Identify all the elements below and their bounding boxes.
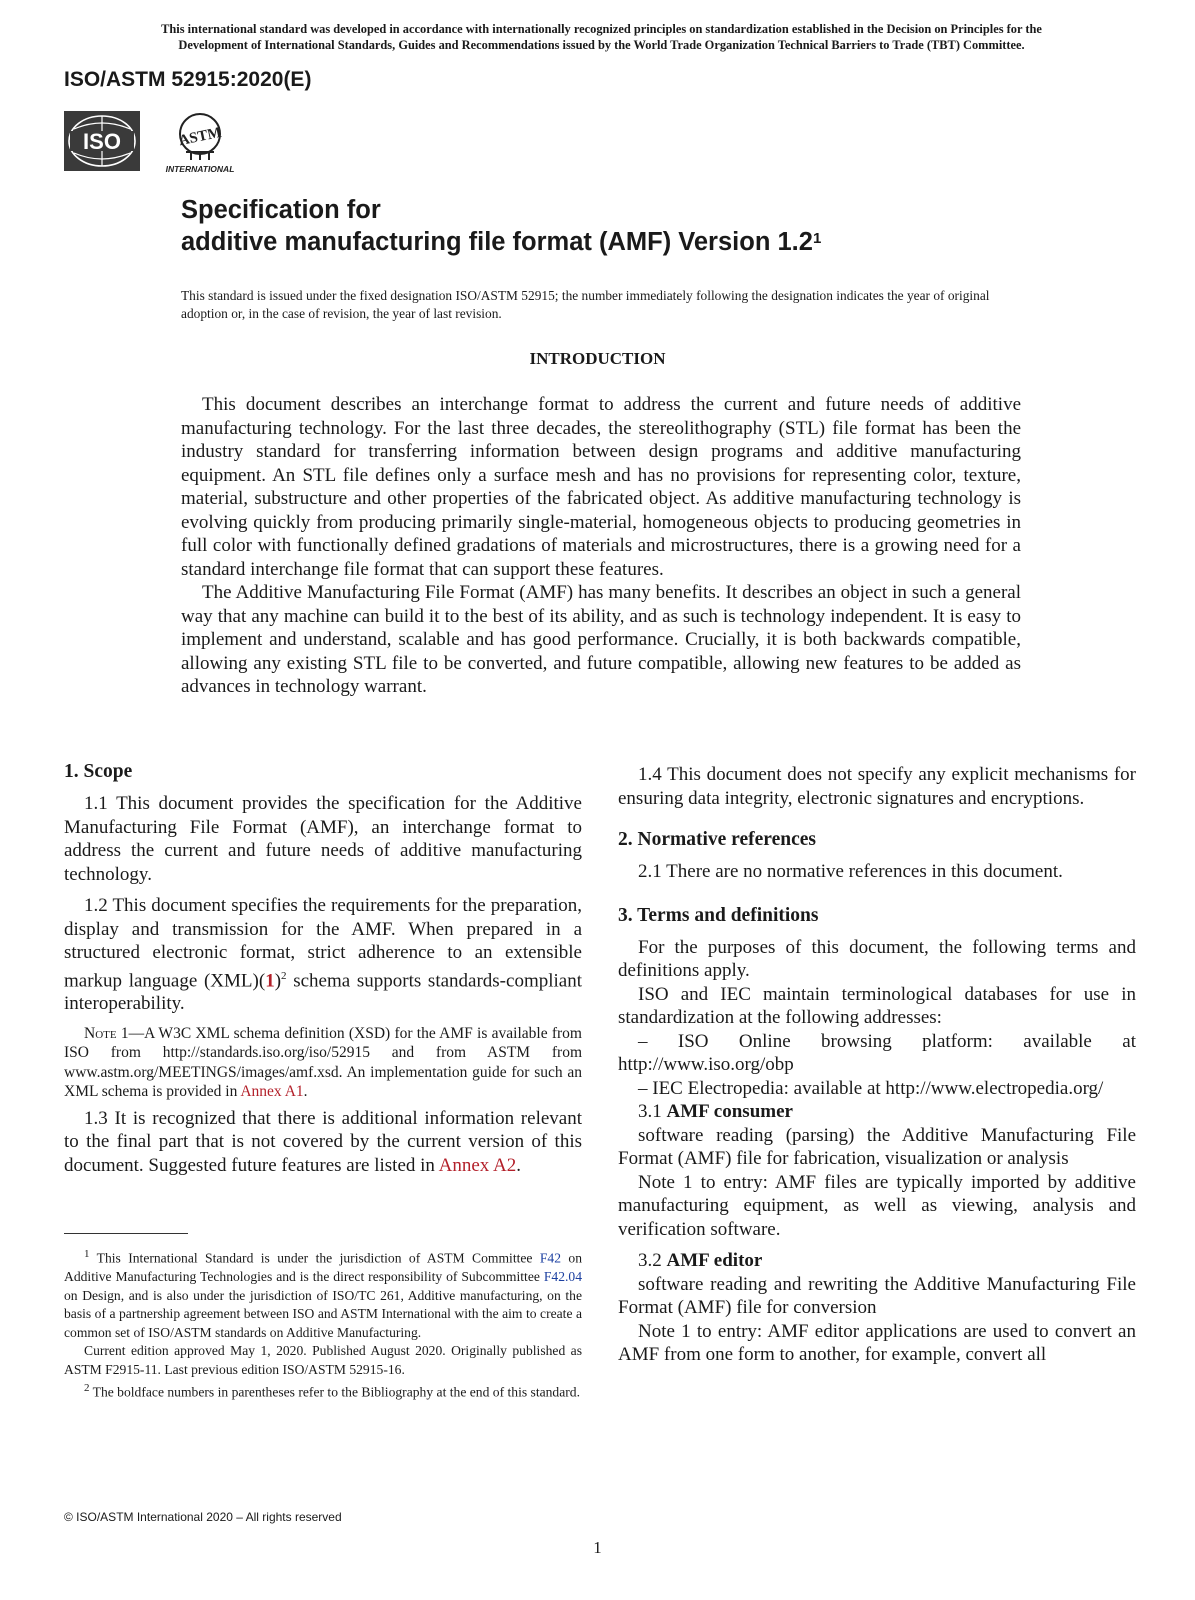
term-3-2-term: AMF editor — [666, 1250, 763, 1271]
clause-1-3 — [64, 1107, 582, 1178]
left-column — [64, 760, 582, 1185]
standard-designation: ISO/ASTM 52915:2020(E) — [64, 68, 312, 91]
iso-logo-graphic — [64, 111, 140, 171]
astm-logo-text: ASTM — [177, 124, 224, 150]
term-3-1-heading — [618, 1100, 1136, 1124]
title-line-2 — [181, 226, 821, 258]
terms-definitions-heading: 3. Terms and definitions — [618, 904, 819, 926]
term-3-1-term: AMF consumer — [666, 1101, 793, 1122]
right-column — [618, 763, 1136, 1367]
committee-f42-link[interactable]: F42 — [539, 1250, 561, 1266]
title-line-2-text: additive manufacturing file format (AMF) Version 1.2 — [181, 228, 813, 256]
footnote-1-mark: 1 — [84, 1248, 90, 1260]
footnote-1-edition: Current edition approved May 1, 2020. Published August 2020. Originally published as ASTM F2915-11. Last previous edition ISO/ASTM 52915-16. — [64, 1343, 582, 1377]
iso-logo-text: ISO — [83, 129, 121, 154]
term-3-2-definition: software reading and rewriting the Additive Manufacturing File Format (AMF) file for conversion — [618, 1273, 1136, 1318]
term-3-1-definition: software reading (parsing) the Additive Manufacturing File Format (AMF) file for fabrication, visualization or analysis — [618, 1124, 1136, 1169]
copyright-notice: © ISO/ASTM International 2020 – All rights reserved — [64, 1510, 342, 1524]
introduction-paragraph-2: The Additive Manufacturing File Format (AMF) has many benefits. It describes an object in such a general way that any machine can build it to the best of its ability, and as such is technology independent. It is easy to implement and understand, scalable and has good performance. Crucially, it is both backwards compatible, allowing any existing STL file to be converted, and future compatible, allowing new features to be added as advances in technology warrant. — [181, 582, 1021, 697]
clause-1-2-text-b: schema supports standards-compliant interoperability. — [64, 969, 582, 1015]
tbt-statement — [64, 21, 1139, 53]
term-3-2-number: 3.2 — [638, 1250, 667, 1271]
astm-logo-graphic — [160, 106, 240, 176]
clause-1-2-text-a: 1.2 This document specifies the requirements for the preparation, display and transmission for the AMF. When prepared in a structured electronic format, strict adherence to an extensible markup language (XML)( — [64, 895, 582, 991]
footnote-2-text: The boldface numbers in parentheses refer to the Bibliography at the end of this standard. — [89, 1384, 580, 1400]
terms-intro-paragraph: For the purposes of this document, the following terms and definitions apply. — [618, 936, 1136, 981]
iec-electropedia-entry: – IEC Electropedia: available at http://www.electropedia.org/ — [638, 1077, 1104, 1099]
clause-1-3-end: . — [516, 1154, 521, 1176]
page-number: 1 — [593, 1538, 602, 1557]
footnote-1-text-b: on Additive Manufacturing Technologies and is the direct responsibility of Subcommittee — [64, 1250, 582, 1285]
iso-logo — [64, 111, 140, 171]
note-1-end: . — [303, 1083, 308, 1101]
note-label: Note — [84, 1024, 117, 1042]
footnote-1 — [64, 1245, 582, 1342]
title-line-1: Specification for — [181, 196, 381, 224]
iso-obp-entry: – ISO Online browsing platform: available at http://www.iso.org/obp — [618, 1030, 1136, 1075]
footnote-2-mark: 2 — [84, 1382, 90, 1395]
subcommittee-f42-04-link[interactable]: F42.04 — [543, 1269, 582, 1285]
terms-databases-paragraph: ISO and IEC maintain terminological databases for use in standardization at the following addresses: — [618, 983, 1136, 1028]
introduction-heading: INTRODUCTION — [529, 349, 666, 368]
title-footnote-mark[interactable]: 1 — [812, 230, 822, 247]
footnotes — [64, 1245, 582, 1402]
astm-logo — [160, 106, 240, 176]
scope-heading: 1. Scope — [64, 761, 133, 782]
clause-2-1: 2.1 There are no normative references in this document. — [638, 861, 1063, 882]
issued-statement: This standard is issued under the fixed designation ISO/ASTM 52915; the number immediately following the designation indicates the year of original adoption or, in the case of revision, the year of last revision. — [181, 288, 990, 321]
clause-1-4: 1.4 This document does not specify any explicit mechanisms for ensuring data integrity, electronic signatures and encryptions. — [618, 764, 1136, 809]
note-1 — [64, 1024, 582, 1102]
annex-a2-link[interactable]: Annex A2 — [438, 1154, 517, 1176]
annex-a1-link[interactable]: Annex A1 — [240, 1083, 304, 1101]
clause-1-1: 1.1 This document provides the specification for the Additive Manufacturing File Format (AMF), an interchange format to address the current and future needs of additive manufacturing technology. — [64, 793, 582, 885]
note-1-text: 1—A W3C XML schema definition (XSD) for the AMF is available from ISO from http://standards.iso.org/iso/52915 and from ASTM from www.astm.org/MEETINGS/images/amf.xsd. An implementation guide for such an XML schema is provided in — [64, 1024, 582, 1101]
document-title — [181, 194, 821, 258]
footnote-1-text-c: on Design, and is also under the jurisdiction of ISO/TC 261, Additive manufacturing, on the basis of a partnership agreement between ISO and ASTM International with the aim to create a common set of ISO/ASTM standards on Additive Manufacturing. — [64, 1287, 582, 1340]
term-3-1-note: Note 1 to entry: AMF files are typically imported by additive manufacturing equipment, as well as viewing, analysis and verification software. — [618, 1171, 1136, 1240]
tbt-line-2: Development of International Standards, Guides and Recommendations issued by the World Trade Organization Technical Barriers to Trade (TBT) Committee. — [178, 38, 1025, 52]
normative-references-heading: 2. Normative references — [618, 829, 816, 850]
introduction-paragraph-1: This document describes an interchange format to address the current and future needs of additive manufacturing technology. For the last three decades, the stereolithography (STL) file format has been the industry standard for transferring information between design programs and additive manufacturing equipment. An STL file defines only a surface mesh and has no provisions for representing color, texture, material, substructure and other properties of the fabricated object. As additive manufacturing technology is evolving quickly from producing primarily single-material, homogeneous objects to producing geometries in full color with functionally defined gradations of materials and microstructures, there is a growing need for a standard interchange file format that can support these features. — [181, 394, 1021, 580]
introduction-body — [181, 393, 1021, 699]
astm-logo-subtitle: INTERNATIONAL — [165, 164, 235, 174]
term-3-1-number: 3.1 — [638, 1101, 667, 1122]
tbt-line-1: This international standard was developed in accordance with internationally recognized principles on standardization established in the Decision on Principles for the — [161, 22, 1042, 36]
footnote-divider — [64, 1233, 188, 1234]
bibliography-ref-1[interactable]: 1 — [265, 969, 275, 991]
term-3-2-note: Note 1 to entry: AMF editor applications are used to convert an AMF from one form to another, for example, convert all — [618, 1320, 1136, 1365]
clause-1-2 — [64, 894, 582, 1016]
clause-1-3-text: 1.3 It is recognized that there is additional information relevant to the final part that is not covered by the current version of this document. Suggested future features are listed in — [64, 1107, 582, 1176]
term-3-2-heading — [618, 1249, 1136, 1273]
footnote-mark-2[interactable]: 2 — [281, 969, 287, 982]
footnote-2 — [64, 1379, 582, 1402]
clause-1-2-close: ) — [274, 969, 282, 991]
footnote-1-text-a: This International Standard is under the jurisdiction of ASTM Committee — [89, 1250, 540, 1266]
